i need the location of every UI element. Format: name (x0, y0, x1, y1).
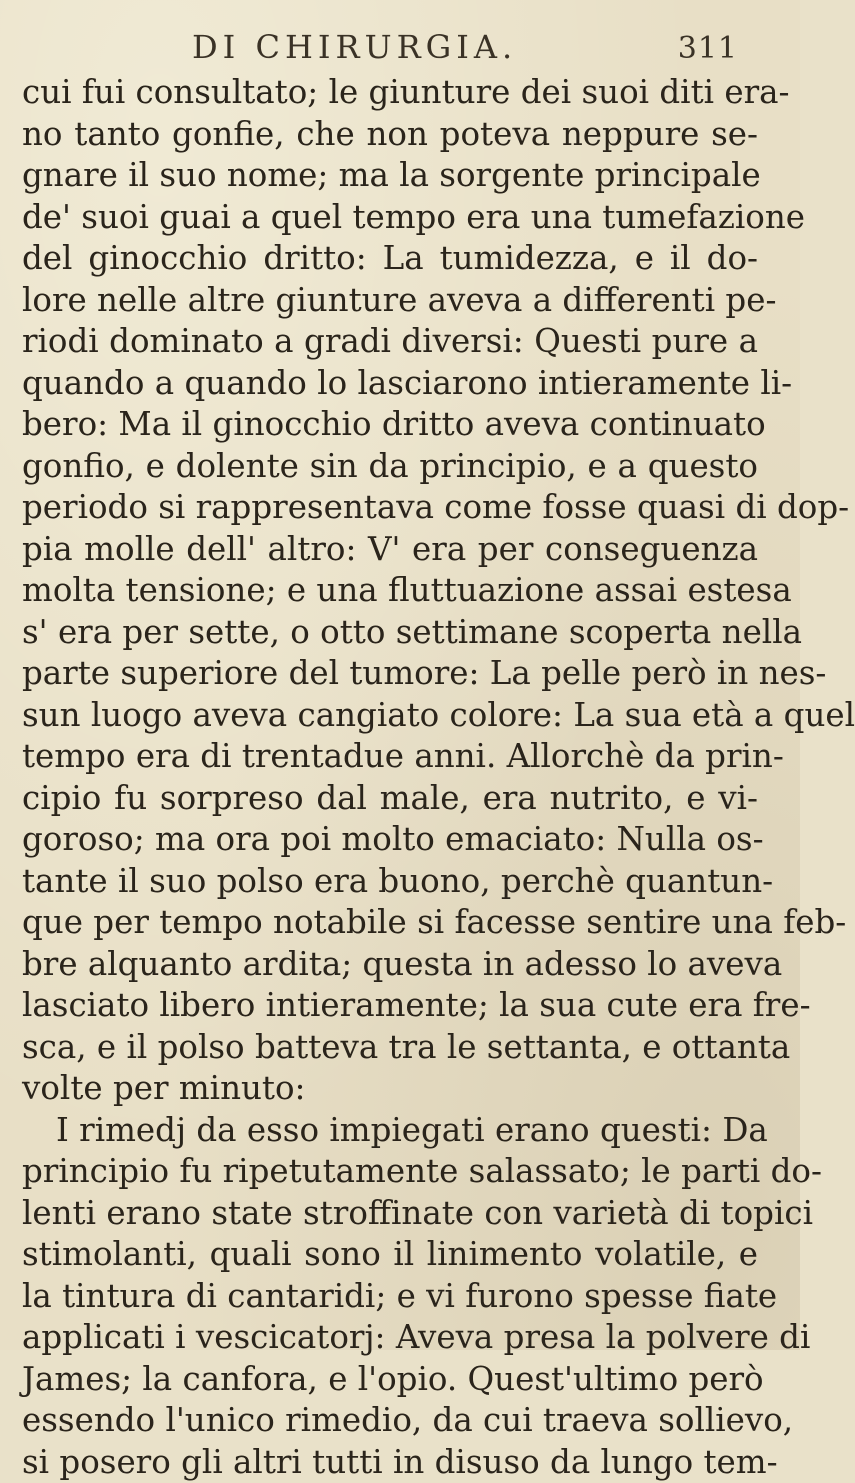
text-line: bero: Ma il ginocchio dritto aveva continuato (22, 404, 758, 446)
text-line: tempo era di trentadue anni. Allorchè da prin- (22, 736, 758, 778)
text-line: tante il suo polso era buono, perchè quantun- (22, 861, 758, 903)
text-line: volte per minuto: (22, 1068, 758, 1110)
text-line: que per tempo notabile si facesse sentire una feb- (22, 902, 758, 944)
text-line: essendo l'unico rimedio, da cui traeva sollievo, (22, 1400, 758, 1442)
text-line: lore nelle altre giunture aveva a differenti pe- (22, 280, 758, 322)
text-line: James; la canfora, e l'opio. Quest'ultimo però (22, 1359, 758, 1401)
text-line: de' suoi guai a quel tempo era una tumefazione (22, 197, 758, 239)
text-line: cui fui consultato; le giunture dei suoi diti era- (22, 72, 758, 114)
text-line: lenti erano state stroffinate con varietà di topici (22, 1193, 758, 1235)
text-line: sun luogo aveva cangiato colore: La sua età a quel (22, 695, 758, 737)
text-line: riodi dominato a gradi diversi: Questi pure a (22, 321, 758, 363)
text-line: no tanto gonfie, che non poteva neppure se- (22, 114, 758, 156)
text-line: s' era per sette, o otto settimane scoperta nella (22, 612, 758, 654)
text-line: la tintura di cantaridi; e vi furono spesse fiate (22, 1276, 758, 1318)
text-line: quando a quando lo lasciarono intieramente li- (22, 363, 758, 405)
text-line: applicati i vescicatorj: Aveva presa la polvere di (22, 1317, 758, 1359)
text-line: del ginocchio dritto: La tumidezza, e il do- (22, 238, 758, 280)
text-line: periodo si rappresentava come fosse quasi di dop- (22, 487, 758, 529)
text-line: parte superiore del tumore: La pelle però in nes- (22, 653, 758, 695)
text-line: molta tensione; e una fluttuazione assai estesa (22, 570, 758, 612)
text-line: principio fu ripetutamente salassato; le parti do- (22, 1151, 758, 1193)
text-line: bre alquanto ardita; questa in adesso lo aveva (22, 944, 758, 986)
text-line: cipio fu sorpreso dal male, era nutrito, e vi- (22, 778, 758, 820)
page-header (22, 28, 758, 72)
text-line: gnare il suo nome; ma la sorgente principale (22, 155, 758, 197)
text-line: sca, e il polso batteva tra le settanta, e ottanta (22, 1027, 758, 1069)
body-text (22, 72, 758, 1483)
text-line: lasciato libero intieramente; la sua cute era fre- (22, 985, 758, 1027)
text-line: si posero gli altri tutti in disuso da lungo tem- (22, 1442, 758, 1483)
running-head: DI CHIRURGIA. (192, 28, 517, 66)
text-line: pia molle dell' altro: V' era per conseguenza (22, 529, 758, 571)
page-number: 311 (678, 31, 738, 66)
text-line: goroso; ma ora poi molto emaciato: Nulla os- (22, 819, 758, 861)
text-line: stimolanti, quali sono il linimento volatile, e (22, 1234, 758, 1276)
text-line: I rimedj da esso impiegati erano questi: Da (22, 1110, 758, 1152)
text-line: gonfio, e dolente sin da principio, e a questo (22, 446, 758, 488)
